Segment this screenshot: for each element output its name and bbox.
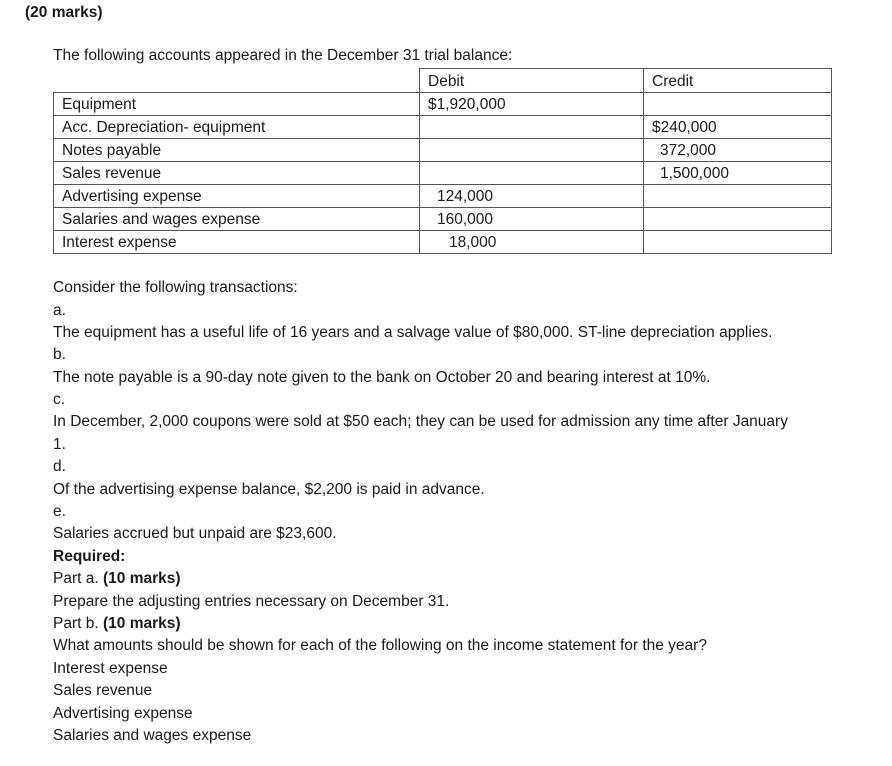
debit-cell — [420, 116, 644, 139]
account-cell: Equipment — [54, 93, 420, 116]
credit-cell: 1,500,000 — [644, 162, 832, 185]
debit-cell: 160,000 — [420, 208, 644, 231]
credit-cell — [644, 93, 832, 116]
credit-cell: $240,000 — [644, 116, 832, 139]
credit-cell: 372,000 — [644, 139, 832, 162]
list-item: Interest expense — [53, 660, 168, 677]
table-row — [54, 162, 832, 185]
trial-balance-table — [53, 68, 832, 254]
table-row — [54, 116, 832, 139]
account-cell: Advertising expense — [54, 185, 420, 208]
table-row — [54, 185, 832, 208]
transactions-heading: Consider the following transactions: — [53, 279, 298, 296]
table-row — [54, 231, 832, 254]
account-cell: Acc. Depreciation- equipment — [54, 116, 420, 139]
transaction-letter-d: d. — [53, 458, 66, 475]
table-header-row — [54, 69, 832, 93]
transaction-text-a: The equipment has a useful life of 16 years and a salvage value of $80,000. ST-line depreciation applies. — [53, 324, 773, 341]
credit-cell — [644, 231, 832, 254]
list-item: Salaries and wages expense — [53, 727, 252, 744]
table-row — [54, 139, 832, 162]
part-a-label: Part a. — [53, 570, 99, 587]
transaction-letter-a: a. — [53, 302, 66, 319]
part-b-label: Part b. — [53, 615, 99, 632]
credit-header: Credit — [644, 69, 832, 93]
debit-cell — [420, 162, 644, 185]
part-a-text: Prepare the adjusting entries necessary on December 31. — [53, 593, 450, 610]
intro-text: The following accounts appeared in the December 31 trial balance: — [53, 47, 513, 64]
part-b-text: What amounts should be shown for each of the following on the income statement for the year? — [53, 637, 707, 654]
transaction-text-c-continued: 1. — [53, 436, 66, 453]
transaction-text-b: The note payable is a 90-day note given to the bank on October 20 and bearing interest at 10%. — [53, 369, 711, 386]
transaction-letter-e: e. — [53, 503, 66, 520]
credit-cell — [644, 208, 832, 231]
credit-cell — [644, 185, 832, 208]
part-b-line — [53, 615, 181, 633]
transaction-text-e: Salaries accrued but unpaid are $23,600. — [53, 525, 337, 542]
part-a-line — [53, 570, 181, 588]
account-cell: Notes payable — [54, 139, 420, 162]
account-cell: Interest expense — [54, 231, 420, 254]
transaction-text-d: Of the advertising expense balance, $2,200 is paid in advance. — [53, 481, 485, 498]
marks-heading: (20 marks) — [25, 4, 103, 21]
debit-cell — [420, 139, 644, 162]
part-a-marks: (10 marks) — [102, 570, 181, 587]
list-item: Sales revenue — [53, 682, 153, 699]
debit-cell: 124,000 — [420, 185, 644, 208]
debit-cell: 18,000 — [420, 231, 644, 254]
header-account-cell — [54, 69, 420, 93]
account-cell: Sales revenue — [54, 162, 420, 185]
table-row — [54, 93, 832, 116]
account-cell: Salaries and wages expense — [54, 208, 420, 231]
debit-cell: $1,920,000 — [420, 93, 644, 116]
transaction-letter-c: c. — [53, 391, 66, 408]
part-b-marks: (10 marks) — [102, 615, 181, 632]
debit-header: Debit — [420, 69, 644, 93]
transaction-letter-b: b. — [53, 346, 66, 363]
list-item: Advertising expense — [53, 705, 193, 722]
table-row — [54, 208, 832, 231]
transaction-text-c: In December, 2,000 coupons were sold at $50 each; they can be used for admission any time after January — [53, 413, 788, 430]
required-label: Required: — [53, 548, 126, 565]
